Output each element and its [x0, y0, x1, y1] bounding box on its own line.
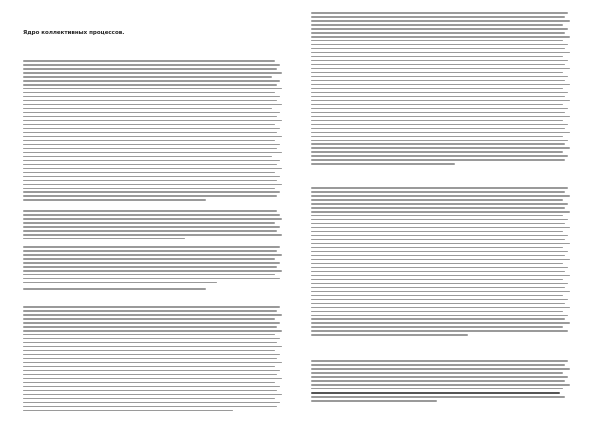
paragraph [23, 246, 285, 286]
paragraph [23, 60, 285, 203]
paragraph [311, 12, 573, 167]
paragraph [311, 360, 573, 404]
paragraph [311, 187, 573, 338]
document-title: Ядро коллективных процессов. [23, 30, 125, 36]
paragraph [23, 210, 285, 242]
paragraph [23, 306, 285, 414]
paragraph [23, 288, 285, 292]
